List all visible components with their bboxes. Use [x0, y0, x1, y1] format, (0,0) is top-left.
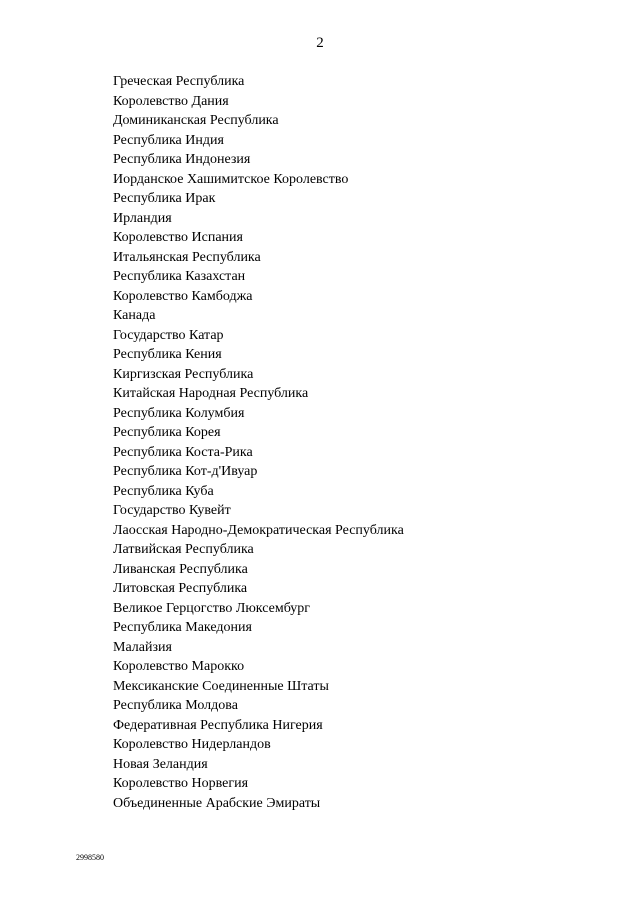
country-list-item: Королевство Марокко [113, 659, 245, 674]
country-list-item: Королевство Норвегия [113, 776, 249, 791]
country-list-item: Ирландия [113, 210, 172, 226]
country-list-item: Республика Кения [113, 347, 222, 362]
country-list-item: Малайзия [113, 639, 172, 655]
document-code: 2998580 [76, 853, 104, 862]
country-list-item: Республика Ирак [113, 191, 216, 206]
country-list-item: Великое Герцогство Люксембург [113, 600, 311, 616]
country-list-item: Лаосская Народно-Демократическая Республика [113, 522, 404, 538]
country-list-item: Доминиканская Республика [113, 113, 279, 128]
country-list-item: Республика Казахстан [113, 269, 246, 284]
country-list-item: Ливанская Республика [113, 561, 248, 577]
country-list-item: Новая Зеландия [113, 756, 208, 772]
country-list-item: Итальянская Республика [113, 249, 261, 265]
country-list-item: Греческая Республика [113, 74, 245, 89]
country-list-item: Республика Индонезия [113, 152, 251, 167]
country-list-item: Республика Молдова [113, 698, 238, 713]
country-list-item: Литовская Республика [113, 581, 248, 596]
country-list-item: Латвийская Республика [113, 542, 254, 557]
country-list-item: Республика Коста-Рика [113, 444, 253, 460]
country-list-item: Объединенные Арабские Эмираты [113, 795, 321, 811]
country-list-item: Королевство Камбоджа [113, 288, 253, 304]
page-number: 2 [316, 35, 324, 51]
country-list [113, 72, 404, 813]
country-list-item: Республика Колумбия [113, 405, 245, 421]
country-list-item: Королевство Нидерландов [113, 737, 271, 752]
country-list-item: Китайская Народная Республика [113, 386, 309, 401]
country-list-item: Королевство Испания [113, 230, 243, 245]
country-list-item: Республика Кот-д'Ивуар [113, 464, 258, 479]
country-list-item: Федеративная Республика Нигерия [113, 717, 323, 733]
country-list-item: Королевство Дания [113, 93, 229, 109]
country-list-item: Республика Индия [113, 132, 224, 148]
country-list-item: Республика Куба [113, 483, 214, 499]
country-list-item: Канада [113, 308, 156, 323]
country-list-item: Государство Кувейт [113, 503, 231, 518]
country-list-item: Государство Катар [113, 327, 224, 343]
country-list-item: Мексиканские Соединенные Штаты [113, 678, 329, 694]
country-list-item: Иорданское Хашимитское Королевство [113, 171, 349, 187]
country-list-item: Республика Корея [113, 425, 221, 440]
country-list-item: Киргизская Республика [113, 366, 254, 382]
country-list-item: Республика Македония [113, 620, 252, 635]
